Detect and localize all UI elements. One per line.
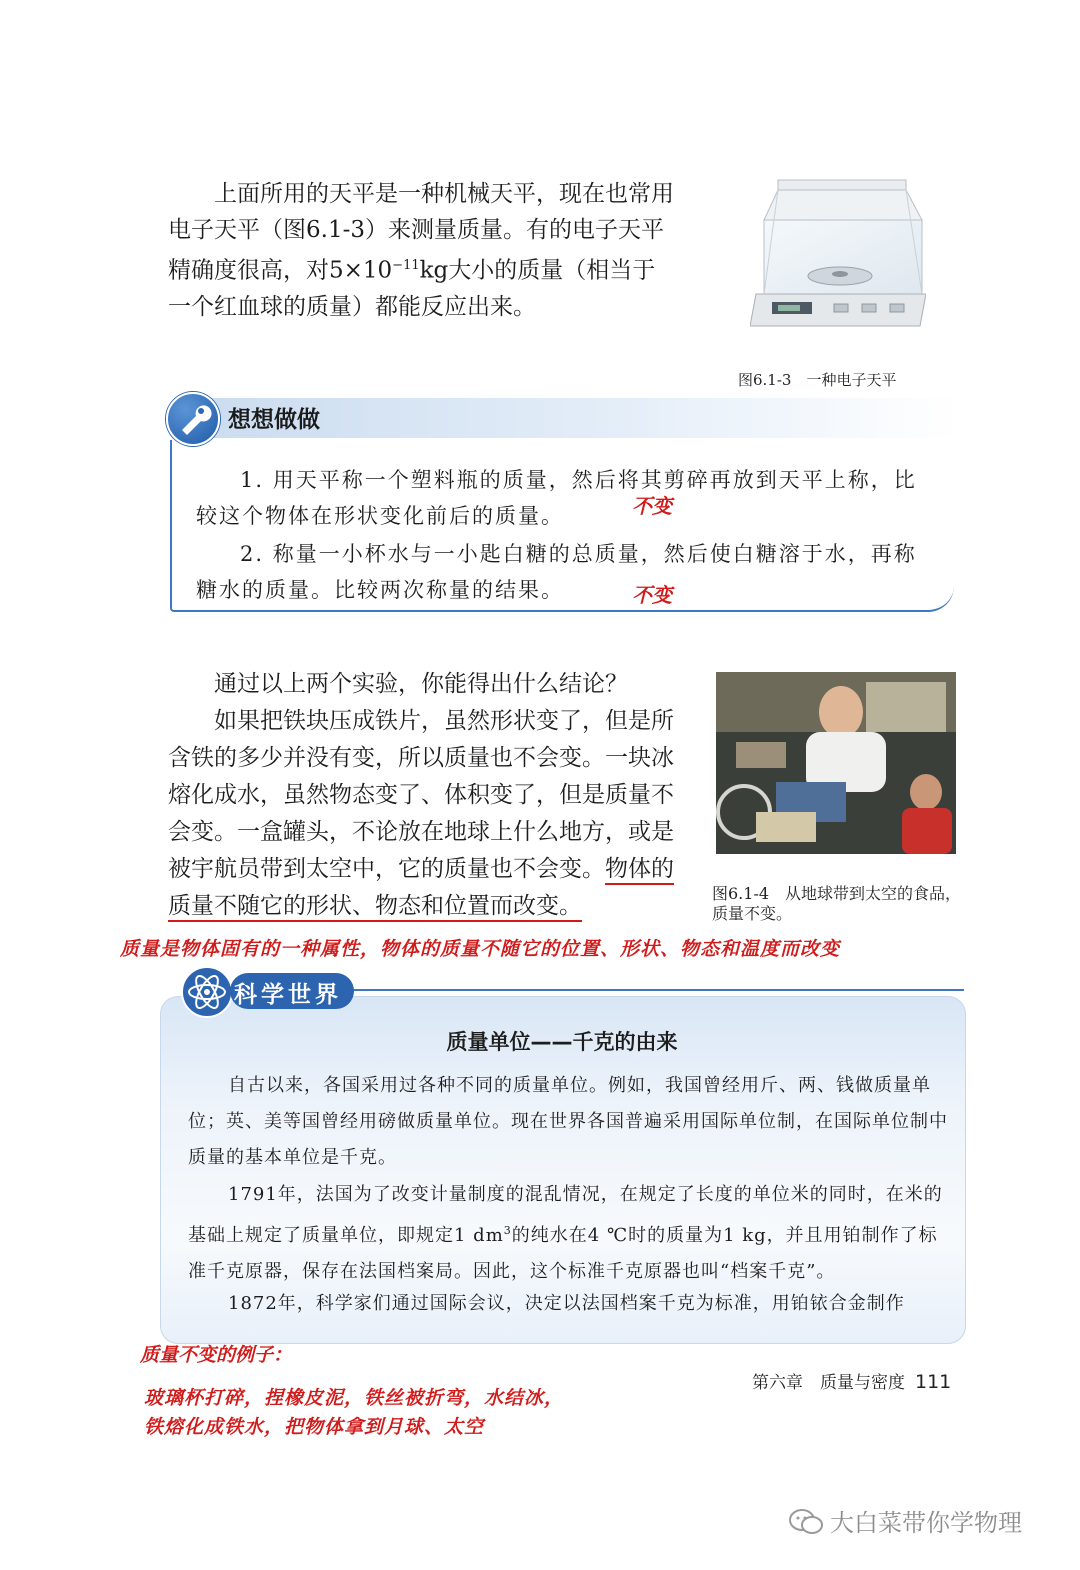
wrench-icon [166, 392, 220, 446]
figure-6-1-4-caption: 图6.1-4 从地球带到太空的食品，质量不变。 [712, 884, 962, 923]
article-title: 质量单位——千克的由来 [446, 1030, 678, 1054]
body-explanation: 如果把铁块压成铁片，虽然形状变了，但是所含铁的多少并没有变，所以质量也不会变。一块冰熔化成水，虽然物态变了、体积变了，但是质量不会变。一盒罐头，不论放在地球上什么地方，或是被宇航员带到太空中，它的质量也不会变。物体的质量不随它的形状、物态和位置而改变。 [168, 703, 682, 925]
handwritten-examples-line-1: 玻璃杯打碎，捏橡皮泥，铁丝被折弯，水结冰， [144, 1387, 565, 1409]
page-number: 111 [915, 1371, 952, 1393]
handwritten-examples-heading: 质量不变的例子： [140, 1344, 293, 1366]
atom-icon [180, 966, 234, 1018]
figure-6-1-3-caption: 图6.1-3 一种电子天平 [738, 371, 897, 389]
astronaut-photo [716, 672, 956, 854]
think-do-title: 想想做做 [228, 407, 320, 433]
handwritten-unchanged-1: 不变 [632, 494, 672, 518]
watermark-text: 大白菜带你学物理 [830, 1509, 1022, 1537]
electronic-balance-image [750, 176, 926, 354]
body-paragraphs [168, 666, 682, 925]
handwritten-unchanged-2: 不变 [632, 583, 672, 607]
handwritten-examples-line-2: 铁熔化成铁水，把物体拿到月球、太空 [144, 1416, 485, 1438]
intro-paragraph: 上面所用的天平是一种机械天平，现在也常用电子天平（图6.1-3）来测量质量。有的电子天平精确度很高，对$5\times 10^{-11}kg$大小的质量（相当于一个红血球的质量）都能反应出来。 [168, 181, 674, 320]
think-do-item-2: 2. 称量一小杯水与一小匙白糖的总质量，然后使白糖溶于水，再称糖水的质量。比较两次称量的结果。 [196, 542, 917, 602]
chapter-title: 第六章 质量与密度 [752, 1373, 905, 1393]
conclusion-underlined: 物体的质量不随它的形状、物态和位置而改变。 [168, 856, 674, 922]
handwritten-property-note: 质量是物体固有的一种属性，物体的质量不随它的位置、形状、物态和温度而改变 [120, 938, 841, 960]
science-world-header-line [352, 989, 964, 991]
article-paragraph-1: 自古以来，各国采用过各种不同的质量单位。例如，我国曾经用斤、两、钱做质量单位；英、美等国曾经用磅做质量单位。现在世界各国普遍采用国际单位制，在国际单位制中质量的基本单位是千克。 [188, 1075, 948, 1168]
wechat-icon [788, 1508, 824, 1536]
page-footer [752, 1368, 951, 1393]
think-do-item-1: 1. 用天平称一个塑料瓶的质量，然后将其剪碎再放到天平上称，比较这个物体在形状变化前后的质量。 [196, 468, 917, 528]
body-question: 通过以上两个实验，你能得出什么结论？ [214, 671, 628, 697]
science-world-label: 科学世界 [234, 982, 342, 1008]
article-paragraph-2: 1791年，法国为了改变计量制度的混乱情况，在规定了长度的单位米的同时，在米的基础上规定了质量单位，即规定1 $dm^3$的纯水在4 ℃时的质量为1 kg，并且用铂制作了标准千克原器，保存在法国档案局。因此，这个标准千克原器也叫“档案千克”。 [188, 1184, 943, 1282]
article-paragraph-3: 1872年，科学家们通过国际会议，决定以法国档案千克为标准，用铂铱合金制作 [228, 1293, 905, 1314]
